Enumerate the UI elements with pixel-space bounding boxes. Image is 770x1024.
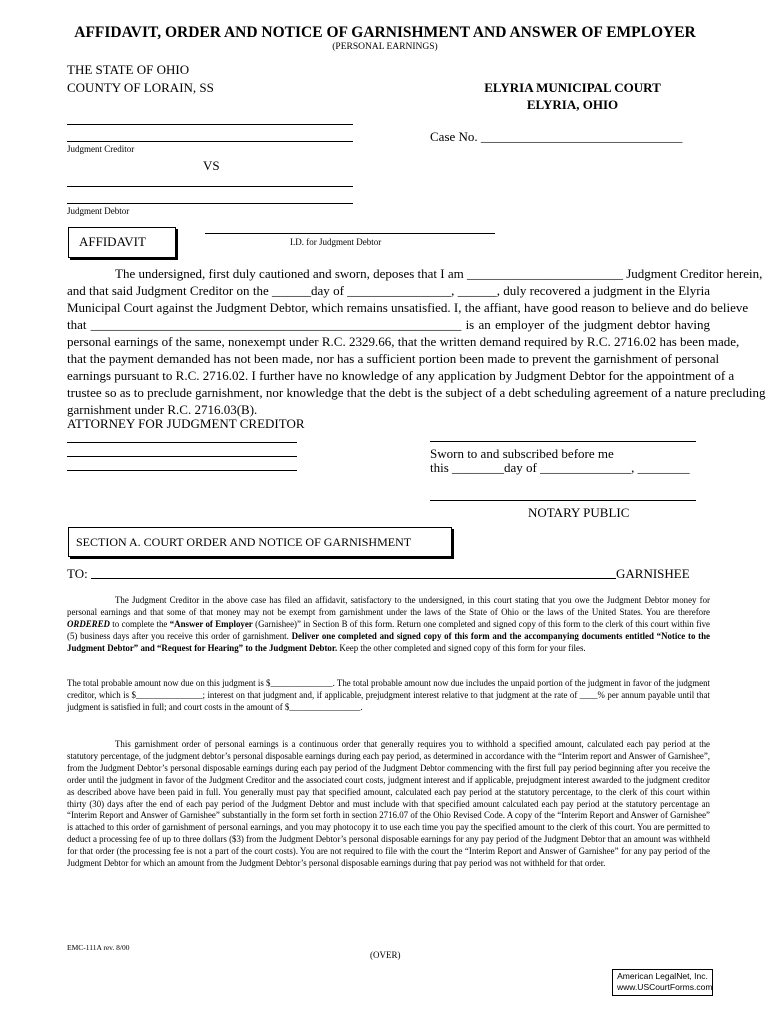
order-paragraph <box>67 595 710 655</box>
notary-public-label: NOTARY PUBLIC <box>528 505 630 520</box>
notary-signature-line[interactable] <box>430 500 696 501</box>
attorney-line-1[interactable] <box>67 442 297 443</box>
court-name: ELYRIA MUNICIPAL COURT <box>484 80 661 95</box>
affidavit-line-5: personal earnings of the same, nonexempt under R.C. 2329.66, that the written demand required by R.C. 2716.02 has been made, <box>67 334 740 349</box>
attorney-line-3[interactable] <box>67 470 297 471</box>
affidavit-line-1: The undersigned, first duly cautioned and sworn, deposes that I am ________________________ Judgment Creditor herein, <box>115 266 763 281</box>
ordered-word: ORDERED <box>67 618 110 629</box>
debtor-line-1[interactable] <box>67 186 353 187</box>
debtor-id-label: I.D. for Judgment Debtor <box>290 237 382 247</box>
form-subtitle: (PERSONAL EARNINGS) <box>332 42 438 52</box>
affidavit-label: AFFIDAVIT <box>79 234 146 249</box>
section-a-label: SECTION A. COURT ORDER AND NOTICE OF GARNISHMENT <box>76 535 412 549</box>
affidavit-line-7: earnings pursuant to R.C. 2716.02. I further have no knowledge of any application by Judgment Debtor for the appointment of a <box>67 368 735 383</box>
state-label: THE STATE OF OHIO <box>67 62 190 77</box>
sworn-date-line[interactable]: this ________day of ______________, ________ <box>430 460 690 475</box>
county-label: COUNTY OF LORAIN, SS <box>67 80 214 95</box>
order-text-4: Keep the other completed and signed copy of this form for your files. <box>339 642 586 653</box>
garnishee-label: GARNISHEE <box>616 566 690 581</box>
creditor-line-2[interactable] <box>67 141 353 142</box>
order-text-1: The Judgment Creditor in the above case has filed an affidavit, satisfactory to the undersigned, in this court stating that you owe the Judgment Debtor money for personal earnings and that some of that money may not be exempt from garnishment under the laws of the State of Ohio or the laws of the United States. You are therefore <box>67 595 710 617</box>
case-number-field[interactable]: Case No. _______________________________ <box>430 129 683 144</box>
form-number: EMC-111A rev. 8/00 <box>67 943 130 952</box>
form-title: AFFIDAVIT, ORDER AND NOTICE OF GARNISHMENT AND ANSWER OF EMPLOYER <box>74 24 696 41</box>
answer-of-employer: “Answer of Employer <box>169 618 253 629</box>
judgment-debtor-label: Judgment Debtor <box>67 206 130 216</box>
judgment-creditor-label: Judgment Creditor <box>67 144 135 154</box>
publisher-url[interactable]: www.USCourtForms.com <box>617 982 713 992</box>
affidavit-box <box>68 227 176 258</box>
affidavit-line-8: trustee so as to preclude garnishment, nor knowledge that the debt is the subject of a debt scheduling agreement of a nature precluding <box>67 385 766 400</box>
attorney-line-2[interactable] <box>67 456 297 457</box>
publisher-name: American LegalNet, Inc. <box>617 971 708 981</box>
affidavit-line-6: that the payment demanded has not been made, nor has a sufficient portion been made to prevent the garnishment of personal <box>67 351 720 366</box>
creditor-line-1[interactable] <box>67 124 353 125</box>
order-text-2: to complete the <box>112 618 168 629</box>
affidavit-line-4: that _________________________________________________________ is an employer of the judgment debtor having <box>67 317 710 332</box>
affidavit-line-3: Municipal Court against the Judgment Debtor, which remains unsatisfied. I, the affiant, have good reason to believe and do believe <box>67 300 749 315</box>
attorney-label: ATTORNEY FOR JUDGMENT CREDITOR <box>67 416 305 431</box>
to-label: TO: <box>67 566 88 581</box>
garnishee-name-line[interactable] <box>91 578 616 579</box>
sworn-text: Sworn to and subscribed before me <box>430 446 614 461</box>
over-label: (OVER) <box>370 950 401 960</box>
continuous-order-paragraph: This garnishment order of personal earnings is a continuous order that generally requires you to withhold a specified amount, calculated each pay period at the statutory percentage, of the judgment debtor’s personal disposable earnings during each pay period, as determined in accordance with the “Interim report and Answer of Garnishee”, from the Judgment Debtor’s personal disposable earnings during each pay period of the Judgment Debtor commencing with the first full pay period beginning after you receive the order until the judgment in favor of the Judgment Creditor and the associated court costs, judgment interest and if applicable, prejudgment interest awarded to the judgment creditor as described above have been paid in full. You generally must pay that specified amount, calculated each pay period at the statutory percentage, to the clerk of this court within thirty (30) days after the end of each pay period of the Judgment Debtor and must include with that specified amount calculated each pay period at the statutory percentage an “Interim Report and Answer of Garnishee” substantially in the form set forth in section 2716.07 of the Ohio Revised Code. A copy of the “Interim Report and Answer of Garnishee” is attached to this order of garnishment of personal earnings, and you may photocopy it to use each time you pay the specified amount to the clerk of this court. You are permitted to deduct a processing fee of up to three dollars ($3) from the Judgment Debtor’s personal disposable earnings for any pay period of the Judgment Debtor that an amount was withheld for that order (the processing fee is not a part of the court costs). You are not required to file with the court the “Interim Report and Answer of Garnishee” for any pay period of the Judgment Debtor for which an amount from the Judgment Debtor’s personal disposable earnings during that pay period was not withheld for that order. <box>67 739 710 869</box>
order-text-3: (Garnishee)” in Section B of this form. Return one completed and signed copy of this form to the clerk of this court within five (5) business days after you receive this order of garnishment. <box>67 618 710 641</box>
court-city: ELYRIA, OHIO <box>526 97 619 112</box>
publisher-stamp <box>612 969 713 996</box>
section-a-box <box>68 527 452 557</box>
affidavit-line-9: garnishment under R.C. 2716.03(B). <box>67 402 258 417</box>
deliver-instruction: Deliver one completed and signed copy of this form and the accompanying documents entitled “Notice to the Judgment Debtor” and “Request for Hearing” to the Judgment Debtor. <box>67 630 710 653</box>
debtor-line-2[interactable] <box>67 203 353 204</box>
vs-label: VS <box>203 158 220 173</box>
debtor-id-line[interactable] <box>205 233 495 234</box>
sworn-signature-line[interactable] <box>430 441 696 442</box>
amount-paragraph: The total probable amount now due on this judgment is $______________. The total probable amount now due includes the unpaid portion of the judgment in favor of the judgment creditor, which is $_______________; interest on that judgment and, if applicable, prejudgment interest relative to that judgment at the rate of ____% per annum payable until that judgment is satisfied in full; and court costs in the amount of $________________. <box>67 678 710 712</box>
affidavit-line-2: and that said Judgment Creditor on the ______day of ________________, ______, duly recovered a judgment in the Elyria <box>67 283 710 298</box>
